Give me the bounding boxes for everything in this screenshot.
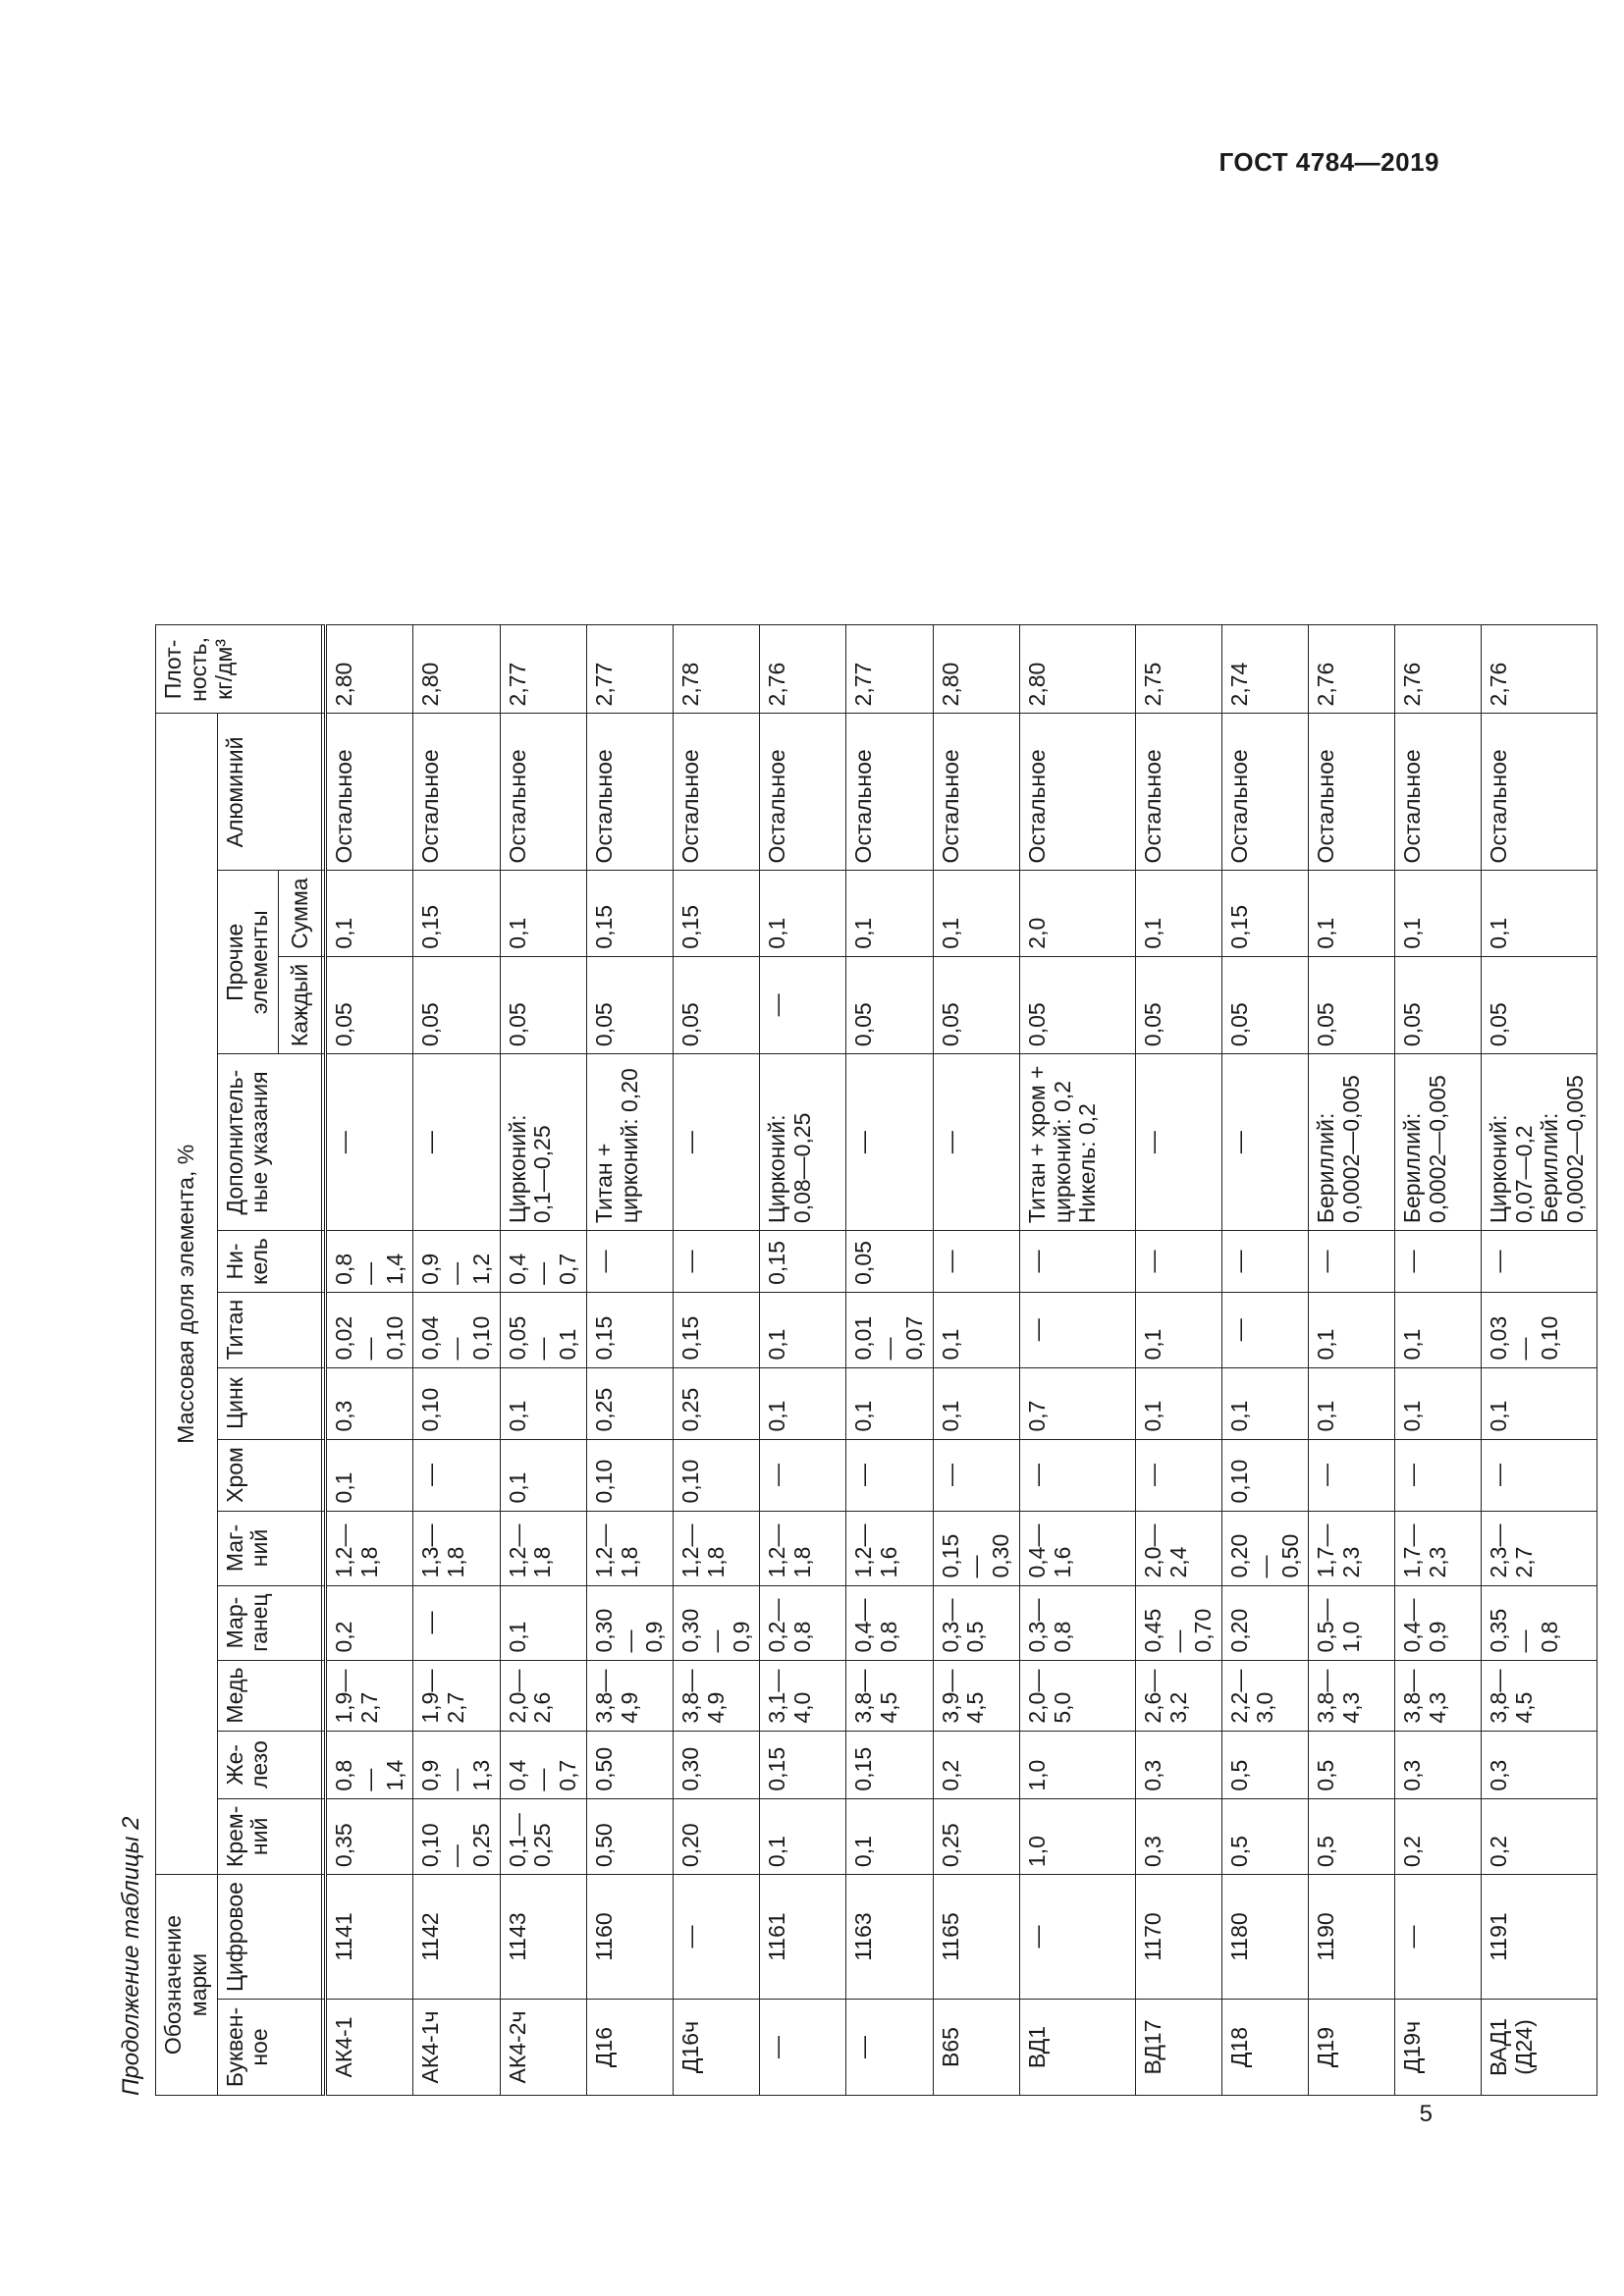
table-cell: 0,15 [413,871,500,956]
table-cell: 1142 [413,1875,500,2000]
table-cell: — [1395,1439,1482,1511]
table-cell: 0,1 [1395,1292,1482,1367]
table-cell: 2,0— 2,6 [500,1660,586,1731]
table-cell: 0,30— 0,9 [674,1585,760,1660]
header-each: Каждый [279,956,322,1053]
table-cell: Остальное [1309,714,1395,871]
table-cell: 0,2 [1482,1798,1597,1874]
table-cell: 0,5— 1,0 [1309,1585,1395,1660]
table-cell: — [413,1585,500,1660]
rotated-table-area [108,231,1588,2096]
table-cell: Бериллий: 0,0002—0,005 [1309,1054,1395,1231]
table-cell: Цирконий: 0,07—0,2 Бериллий: 0,0002—0,005 [1482,1054,1597,1231]
header-zinc: Цинк [217,1367,322,1439]
table-cell: 0,1 [500,1585,586,1660]
table-cell: 0,05 [1135,956,1221,1053]
table-cell: 0,2 [933,1731,1019,1798]
table-cell: 0,2 [326,1585,413,1660]
table-cell: Д19 [1309,2000,1395,2096]
table-cell: 0,5 [1309,1731,1395,1798]
header-digital: Цифровое [217,1875,322,2000]
table-cell: 1,2— 1,8 [500,1511,586,1585]
table-cell: 0,01— 0,07 [846,1292,933,1367]
table-cell: — [413,1439,500,1511]
table-cell: 0,3 [1135,1798,1221,1874]
table-cell: АК4-1 [326,2000,413,2096]
table-cell: 0,1 [1482,1367,1597,1439]
table-body [326,625,1597,2096]
table-cell: 0,10 [586,1439,673,1511]
table-cell: 0,35 [326,1798,413,1874]
table-cell: Остальное [586,714,673,871]
table-cell: 0,3 [1135,1731,1221,1798]
table-cell: 0,15 [760,1731,846,1798]
table-cell: Д16 [586,2000,673,2096]
table-cell: 0,05 [846,1231,933,1293]
table-cell: 0,20— 0,50 [1222,1511,1309,1585]
table-cell: — [760,1439,846,1511]
table-cell: ВД1 [1019,2000,1135,2096]
table-cell: 0,20 [674,1798,760,1874]
table-cell: — [760,956,846,1053]
table-cell: 0,04— 0,10 [413,1292,500,1367]
table-cell: 1,2— 1,8 [760,1511,846,1585]
table-row [933,625,1019,2096]
table-cell: — [1019,1875,1135,2000]
table-row [1395,625,1482,2096]
table-cell: — [1135,1231,1221,1293]
table-cell: ВД17 [1135,2000,1221,2096]
table-cell: 0,7 [1019,1367,1135,1439]
table-cell: 3,1— 4,0 [760,1660,846,1731]
table-cell: Титан + цирконий: 0,20 [586,1054,673,1231]
table-cell: — [1019,1231,1135,1293]
table-cell: 0,05 [1482,956,1597,1053]
header-mass-fraction: Массовая доля элемента, % [156,714,218,1875]
header-copper: Медь [217,1660,322,1731]
table-cell: — [846,1439,933,1511]
table-cell: — [1135,1054,1221,1231]
table-cell: 1180 [1222,1875,1309,2000]
table-cell: 2,77 [586,625,673,714]
table-cell: Остальное [846,714,933,871]
table-cell: 0,1 [500,1367,586,1439]
table-cell: 1,2— 1,8 [674,1511,760,1585]
table-cell: 0,2— 0,8 [760,1585,846,1660]
header-nickel: Ни- кель [217,1231,322,1293]
table-cell: 1,2— 1,8 [586,1511,673,1585]
table-cell: 3,8— 4,9 [674,1660,760,1731]
table-cell: 0,1 [760,871,846,956]
table-cell: 0,3— 0,8 [1019,1585,1135,1660]
table-cell: 0,1 [326,871,413,956]
table-cell: — [933,1439,1019,1511]
header-silicon: Крем- ний [217,1798,322,1874]
table-cell: 0,15 [674,1292,760,1367]
table-cell: 0,30— 0,9 [586,1585,673,1660]
table-cell: 0,05 [1222,956,1309,1053]
table-cell: 2,77 [500,625,586,714]
table-cell: 0,05 [500,956,586,1053]
table-cell: — [933,1054,1019,1231]
table-cell: 0,30 [674,1731,760,1798]
table-row [413,625,500,2096]
header-letter: Буквен- ное [217,2000,322,2096]
table-cell: 0,15 [586,1292,673,1367]
table-cell: — [586,1231,673,1293]
table-cell: 0,1 [500,1439,586,1511]
table-cell: 0,50 [586,1798,673,1874]
table-cell: 2,6— 3,2 [1135,1660,1221,1731]
table-cell: — [1482,1439,1597,1511]
table-cell: 1,2— 1,6 [846,1511,933,1585]
table-cell: Цирконий: 0,1—0,25 [500,1054,586,1231]
header-iron: Же- лезо [217,1731,322,1798]
table-cell: 2,77 [846,625,933,714]
table-cell: 1,2— 1,8 [326,1511,413,1585]
table-cell: 0,10 [1222,1439,1309,1511]
table-row [760,625,846,2096]
table-cell: 0,05 [326,956,413,1053]
table-cell: 2,76 [1395,625,1482,714]
table-cell: 2,3— 2,7 [1482,1511,1597,1585]
table-row [1135,625,1221,2096]
table-cell: 0,1 [1482,871,1597,956]
table-cell: 0,15 [674,871,760,956]
table-cell: 2,76 [1482,625,1597,714]
table-row [846,625,933,2096]
table-cell: 0,1 [933,1292,1019,1367]
table-cell: 3,8— 4,3 [1309,1660,1395,1731]
table-cell: 1170 [1135,1875,1221,2000]
table-cell: 0,9— 1,3 [413,1731,500,1798]
table-cell: 0,35— 0,8 [1482,1585,1597,1660]
table-cell: 0,1 [1309,1292,1395,1367]
table-cell: — [760,2000,846,2096]
table-cell: 0,1 [760,1367,846,1439]
table-cell: Остальное [933,714,1019,871]
table-cell: 0,8— 1,4 [326,1231,413,1293]
table-cell: 0,1 [1135,1292,1221,1367]
table-cell: — [1019,1292,1135,1367]
table-cell: 0,05 [1019,956,1135,1053]
table-cell: — [1309,1439,1395,1511]
header-density: Плот- ность, кг/дм³ [156,625,322,714]
table-cell: 0,10 [674,1439,760,1511]
table-cell: 0,4— 0,8 [846,1585,933,1660]
table-cell: 0,05— 0,1 [500,1292,586,1367]
table-cell: 3,8— 4,5 [1482,1660,1597,1731]
table-cell: — [1019,1439,1135,1511]
table-cell: 0,4— 0,7 [500,1731,586,1798]
table-cell: АК4-1ч [413,2000,500,2096]
table-cell: 1161 [760,1875,846,2000]
table-cell: 0,3 [326,1367,413,1439]
table-cell: 0,1 [760,1292,846,1367]
table-cell: 0,25 [586,1367,673,1439]
table-cell: Титан + хром + цирконий: 0,2 Никель: 0,2 [1019,1054,1135,1231]
table-cell: 2,2— 3,0 [1222,1660,1309,1731]
table-cell: 0,15 [846,1731,933,1798]
table-cell: 2,74 [1222,625,1309,714]
table-cell: 1191 [1482,1875,1597,2000]
table-cell: 1165 [933,1875,1019,2000]
table-cell: Д16ч [674,2000,760,2096]
header-other: Прочие элементы [217,871,279,1054]
table-cell: 0,1 [1395,1367,1482,1439]
header-magnesium: Маг- ний [217,1511,322,1585]
table-cell: 1,9— 2,7 [413,1660,500,1731]
table-cell: — [1309,1231,1395,1293]
table-cell: 3,8— 4,5 [846,1660,933,1731]
table-row [500,625,586,2096]
table-cell: 1163 [846,1875,933,2000]
table-cell: 2,0— 5,0 [1019,1660,1135,1731]
table-row [1222,625,1309,2096]
table-cell: — [413,1054,500,1231]
table-cell: 0,15 [760,1231,846,1293]
table-cell: — [1222,1054,1309,1231]
table-cell: 2,80 [933,625,1019,714]
table-cell: Остальное [500,714,586,871]
table-caption: Продолжение таблицы 2 [118,1816,144,2096]
table-cell: — [1222,1231,1309,1293]
table-cell: Остальное [326,714,413,871]
table-cell: 2,0— 2,4 [1135,1511,1221,1585]
table-cell: Д18 [1222,2000,1309,2096]
table-cell: 0,1 [933,871,1019,956]
table-cell: 0,1 [500,871,586,956]
table-cell: 2,80 [413,625,500,714]
table-cell: — [674,1054,760,1231]
table-cell: 0,8— 1,4 [326,1731,413,1798]
table-cell: — [674,1231,760,1293]
table-cell: 0,10 [413,1367,500,1439]
table-cell: 0,05 [1309,956,1395,1053]
table-cell: 0,20 [1222,1585,1309,1660]
table-cell: 0,1 [1309,1367,1395,1439]
table-row [1482,625,1597,2096]
table-cell: — [1395,1875,1482,2000]
table-cell: 0,25 [933,1798,1019,1874]
table-cell: 0,03— 0,10 [1482,1292,1597,1367]
table-cell: 1143 [500,1875,586,2000]
table-cell: 2,0 [1019,871,1135,956]
table-cell: 0,02— 0,10 [326,1292,413,1367]
table-cell: 2,80 [326,625,413,714]
table-cell: Цирконий: 0,08—0,25 [760,1054,846,1231]
table-cell: 1141 [326,1875,413,2000]
table-row [1019,625,1135,2096]
table-cell: — [1395,1231,1482,1293]
table-row [326,625,413,2096]
table-cell: 0,05 [413,956,500,1053]
header-aluminum: Алюминий [217,714,322,871]
page-number: 5 [1419,2101,1433,2127]
table-cell: 0,15 [1222,871,1309,956]
table-cell: 0,1 [1135,871,1221,956]
table-cell: — [1135,1439,1221,1511]
table-cell: Бериллий: 0,0002—0,005 [1395,1054,1482,1231]
table-cell: 0,4— 0,9 [1395,1585,1482,1660]
table-cell: 1,7— 2,3 [1395,1511,1482,1585]
composition-table [155,624,1597,2096]
table-cell: 0,45— 0,70 [1135,1585,1221,1660]
table-cell: 1,0 [1019,1731,1135,1798]
table-cell: — [846,1054,933,1231]
table-cell: 2,75 [1135,625,1221,714]
table-cell: 0,05 [933,956,1019,1053]
table-cell: 0,05 [586,956,673,1053]
table-cell: 1,0 [1019,1798,1135,1874]
table-cell: — [326,1054,413,1231]
table-cell: 0,05 [674,956,760,1053]
table-cell: 2,80 [1019,625,1135,714]
table-cell: 1,3— 1,8 [413,1511,500,1585]
table-cell: Д19ч [1395,2000,1482,2096]
table-cell: ВАД1 (Д24) [1482,2000,1597,2096]
header-additional: Дополнитель- ные указания [217,1054,322,1231]
table-cell: 3,8— 4,3 [1395,1660,1482,1731]
table-cell: — [846,2000,933,2096]
table-cell: Остальное [413,714,500,871]
table-row [674,625,760,2096]
table-cell: 0,4— 0,7 [500,1231,586,1293]
table-row [1309,625,1395,2096]
table-cell: 0,3— 0,5 [933,1585,1019,1660]
table-cell: 0,15 [586,871,673,956]
table-cell: 0,5 [1309,1798,1395,1874]
table-cell: 0,05 [846,956,933,1053]
table-cell: В65 [933,2000,1019,2096]
table-cell: 0,1 [846,1798,933,1874]
table-cell: Остальное [1222,714,1309,871]
table-cell: 2,76 [760,625,846,714]
table-cell: 0,1 [760,1798,846,1874]
table-cell: 0,2 [1395,1798,1482,1874]
table-cell: 0,3 [1482,1731,1597,1798]
table-cell: АК4-2ч [500,2000,586,2096]
table-row [586,625,673,2096]
table-cell: 0,1 [846,1367,933,1439]
table-cell: — [933,1231,1019,1293]
table-cell: 0,10— 0,25 [413,1798,500,1874]
table-cell: 0,1 [846,871,933,956]
table-cell: Остальное [1395,714,1482,871]
document-code: ГОСТ 4784—2019 [1218,147,1439,177]
table-cell: 0,1 [933,1367,1019,1439]
table-cell: — [674,1875,760,2000]
table-cell: 0,50 [586,1731,673,1798]
table-cell: 0,1 [1309,871,1395,956]
table-cell: Остальное [674,714,760,871]
table-cell: 3,8— 4,9 [586,1660,673,1731]
table-cell: 2,78 [674,625,760,714]
header-manganese: Мар- ганец [217,1585,322,1660]
header-designation: Обозначение марки [156,1875,218,2096]
table-cell: 0,1 [1135,1367,1221,1439]
table-cell: Остальное [1019,714,1135,871]
table-cell: 0,5 [1222,1798,1309,1874]
table-cell: 1160 [586,1875,673,2000]
header-titanium: Титан [217,1292,322,1367]
table-cell: Остальное [1482,714,1597,871]
table-cell: 2,76 [1309,625,1395,714]
header-chromium: Хром [217,1439,322,1511]
table-cell: 0,1 [1395,871,1482,956]
table-cell: 0,1— 0,25 [500,1798,586,1874]
table-cell: Остальное [760,714,846,871]
table-cell: 0,15— 0,30 [933,1511,1019,1585]
table-cell: 0,1 [326,1439,413,1511]
table-cell: 0,9— 1,2 [413,1231,500,1293]
table-cell: 0,4— 1,6 [1019,1511,1135,1585]
table-cell: 3,9— 4,5 [933,1660,1019,1731]
table-cell: 0,05 [1395,956,1482,1053]
table-cell: 0,5 [1222,1731,1309,1798]
header-sum: Сумма [279,871,322,956]
table-cell: 1,9— 2,7 [326,1660,413,1731]
table-cell: 0,25 [674,1367,760,1439]
table-cell: Остальное [1135,714,1221,871]
table-cell: 0,3 [1395,1731,1482,1798]
table-cell: — [1482,1231,1597,1293]
table-cell: — [1222,1292,1309,1367]
table-cell: 1,7— 2,3 [1309,1511,1395,1585]
table-cell: 0,1 [1222,1367,1309,1439]
table-cell: 1190 [1309,1875,1395,2000]
